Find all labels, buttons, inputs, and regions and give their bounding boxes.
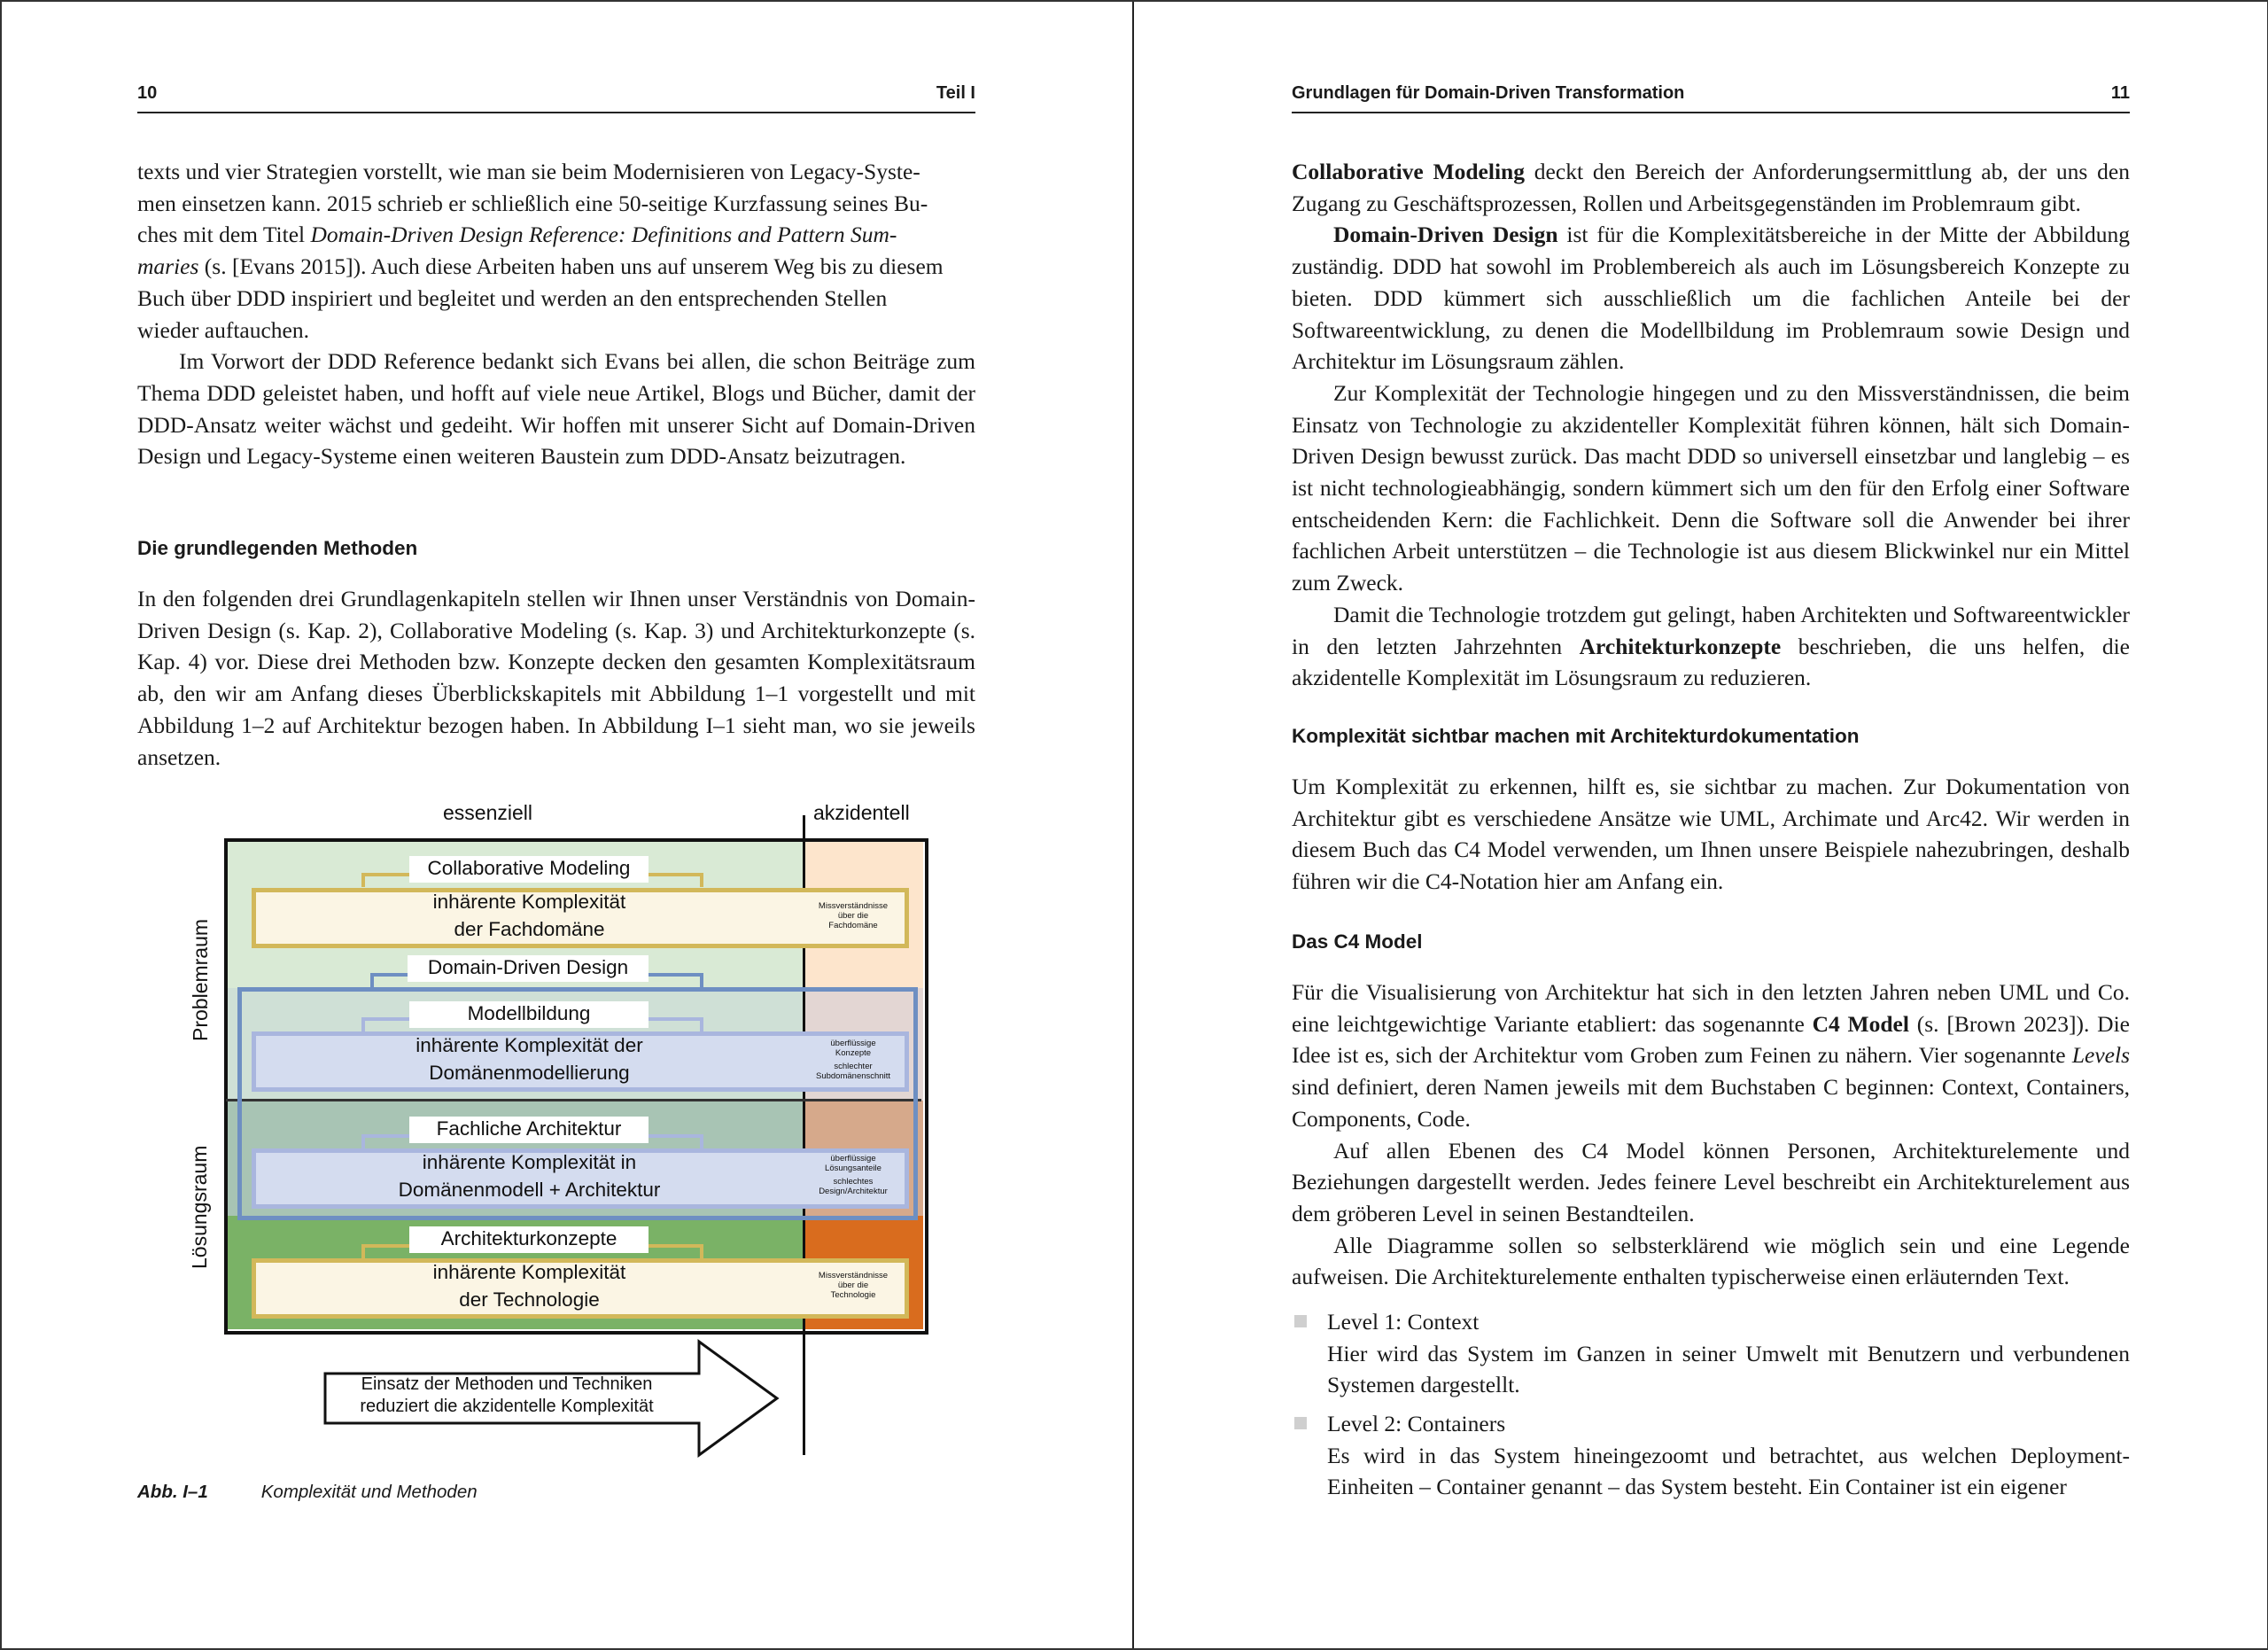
box-line: der Technologie bbox=[459, 1288, 600, 1311]
arch-side-note bbox=[809, 1271, 897, 1300]
box-line: inhärente Komplexität der bbox=[416, 1034, 643, 1056]
paragraph-technology: Zur Komplexität der Technologie hingegen und zu den Missverständnissen, die beim Einsatz von Technologie zu akzidenteller Komplexität führen können, hält sich Domain-Driven Design bewusst zurück. Das macht DDD so universell einsetzbar und langlebig – es ist nicht technologieabhängig, sondern kümmert sich um den für den Erfolg einer Software entscheidenden Kern: die Fachlichkeit. Denn die Software soll die Anwender bei ihrer fachlichen Arbeit unterstützen – die Technologie ist aus diesem Blickwinkel nur ein Mittel zum Zweck. bbox=[1292, 379, 2130, 596]
box-line: der Fachdomäne bbox=[454, 918, 605, 940]
term-arch-concepts: Architekturkonzepte bbox=[1579, 633, 1782, 659]
text-line: Buch über DDD inspiriert und begleitet und werden an den entsprechenden Stellen bbox=[137, 284, 888, 311]
collab-label: Collaborative Modeling bbox=[409, 856, 649, 883]
ddd-label: Domain-Driven Design bbox=[408, 955, 649, 982]
column-label-essential: essenziell bbox=[443, 801, 532, 824]
paragraph-vorwort: Im Vorwort der DDD Reference bedankt sich Evans bei allen, die schon Beiträge zum Thema DDD geleistet haben, und hofft auf viele neue Artikel, Blogs und Bücher, damit der DDD-Ansatz weiter wächst und gedeiht. Wir hoffen mit unserer Sicht auf Domain-Driven Design und Legacy-Systeme einen weiteren Baustein zum DDD-Ansatz beizutragen. bbox=[137, 348, 975, 470]
box-line: Domänenmodellierung bbox=[429, 1062, 630, 1084]
arrow-line: Einsatz der Methoden und Techniken bbox=[361, 1374, 653, 1394]
term-levels: Levels bbox=[2071, 1042, 2130, 1069]
note-line: über die bbox=[837, 911, 869, 921]
section-heading-c4: Das C4 Model bbox=[1292, 930, 1423, 953]
figure-caption bbox=[137, 1482, 478, 1503]
note-line: Missverständnisse bbox=[818, 1271, 889, 1280]
page-number: 11 bbox=[2110, 83, 2130, 103]
figure-complexity-methods bbox=[0, 0, 1132, 1506]
right-page bbox=[1135, 0, 2268, 1650]
book-title: Domain-Driven Design Reference: Definitions and Pattern Sum- bbox=[310, 222, 897, 248]
arch-label: Architekturkonzepte bbox=[409, 1226, 649, 1253]
paragraph-text: Für die Visualisierung von Architektur hat sich in den letzten Jahren neben UML und Co. eine leichtgewichtige Variante etabliert: das sogenannte bbox=[1292, 979, 2130, 1037]
note-line: Lösungsanteile bbox=[825, 1164, 882, 1173]
right-main-text bbox=[1292, 156, 2130, 694]
note-line: Missverständnisse bbox=[818, 901, 889, 911]
note-line: Design/Architektur bbox=[819, 1187, 888, 1196]
term-c4: C4 Model bbox=[1812, 1010, 1909, 1037]
note-line: Technologie bbox=[830, 1290, 876, 1300]
book-title-cont: maries bbox=[137, 253, 199, 280]
column-label-accidental: akzidentell bbox=[813, 801, 910, 824]
paragraph-levels: Auf allen Ebenen des C4 Model können Personen, Architekturelemente und Beziehungen dargestellt werden. Jedes feinere Level beschreibt ein Architekturelement aus dem gröberen Level in seinen Bestandteilen. bbox=[1292, 1137, 2130, 1226]
fach-side-note bbox=[809, 1154, 897, 1196]
note-line: Konzepte bbox=[835, 1048, 872, 1058]
paragraph-text: beschrieben, die uns helfen, die akzidentelle Komplexität im Lösungsraum zu reduzieren. bbox=[1292, 633, 2131, 691]
term-collab: Collaborative Modeling bbox=[1292, 159, 1525, 184]
list-bullet bbox=[1294, 1417, 1307, 1429]
figure-number: Abb. I–1 bbox=[137, 1482, 208, 1502]
paragraph-arch-concepts bbox=[1292, 599, 2130, 694]
text-line: texts und vier Strategien vorstellt, wie man sie beim Modernisieren von Legacy-Syste- bbox=[137, 159, 920, 184]
list-item-text: Hier wird das System im Ganzen in seiner Umwelt mit Benutzern und verbundenen Systemen dargestellt. bbox=[1327, 1340, 2130, 1398]
paragraph-text: deckt den Bereich der Anforderungsermittlung ab, der uns den Zugang zu Geschäftsprozessen, Rollen und Arbeitsgegenständen im Problemraum gibt. bbox=[1292, 159, 2131, 216]
paragraph-c4-intro bbox=[1292, 977, 2130, 1135]
text-line: men einsetzen kann. 2015 schrieb er schließlich eine 50-seitige Kurzfassung seines Bu- bbox=[137, 190, 928, 216]
arrow-text bbox=[330, 1374, 684, 1418]
section-heading: Die grundlegenden Methoden bbox=[137, 537, 418, 559]
row-label-problem: Problemraum bbox=[189, 918, 212, 1041]
box-line: inhärente Komplexität in bbox=[422, 1151, 637, 1173]
part-title: Teil I bbox=[936, 83, 975, 103]
row-label-solution: Lösungsraum bbox=[188, 1145, 211, 1269]
box-line: Domänenmodell + Architektur bbox=[398, 1179, 661, 1201]
page-number: 10 bbox=[137, 83, 158, 103]
text-run: ches mit dem Titel bbox=[137, 222, 311, 248]
model-label: Modellbildung bbox=[409, 1001, 649, 1028]
figure-title: Komplexität und Methoden bbox=[260, 1482, 478, 1502]
paragraph-ddd bbox=[1292, 219, 2130, 377]
model-side-note bbox=[809, 1039, 897, 1081]
paragraph-text: Damit die Technologie trotzdem gut gelingt, haben Architekten und Softwareentwickler in den letzten Jahrzehnten bbox=[1292, 601, 2130, 659]
chapter-title: Grundlagen für Domain-Driven Transformation bbox=[1292, 83, 1685, 103]
collab-box-text bbox=[257, 888, 802, 943]
paragraph-diagrams: Alle Diagramme sollen so selbsterklärend wie möglich sein und eine Legende aufweisen. Die Architekturelemente enthalten typischerweise einen erläuternden Text. bbox=[1292, 1232, 2130, 1290]
note-line: über die bbox=[837, 1280, 869, 1290]
paragraph-text: sind definiert, deren Namen jeweils mit dem Buchstaben C beginnen: Context, Containers, Components, Code. bbox=[1292, 1074, 2130, 1132]
paragraph-text: Um Komplexität zu erkennen, hilft es, sie sichtbar zu machen. Zur Dokumentation von Architektur gibt es verschiedene Ansätze wie UML, Archimate und Arc42. Wir werden in diesem Buch das C4 Model verwenden, um Ihnen unsere Beispiele nahezubringen, deshalb führen wir die C4-Notation hier am Anfang ein. bbox=[1292, 774, 2130, 895]
model-box-text bbox=[257, 1031, 802, 1086]
list-item-title: Level 2: Containers bbox=[1327, 1411, 1506, 1436]
fach-box-text bbox=[257, 1148, 802, 1203]
text-run: (s. [Evans 2015]). Auch diese Arbeiten haben uns auf unserem Weg bis zu diesem bbox=[198, 253, 944, 280]
list-item-containers bbox=[1327, 1408, 2130, 1503]
paragraph-documentation bbox=[1292, 771, 2130, 898]
list-item-text: Es wird in das System hineingezoomt und betrachtet, aus welchen Deployment-Einheiten – Container genannt – das System besteht. Ein Container ist ein eigener bbox=[1327, 1442, 2130, 1500]
running-head-right bbox=[1292, 78, 2130, 113]
collab-side-note bbox=[809, 901, 897, 930]
text-line: wieder auftauchen. bbox=[137, 316, 309, 343]
list-item-context bbox=[1327, 1306, 2130, 1401]
paragraph-text: ist für die Komplexitätsbereiche in der Mitte der Abbildung zuständig. DDD hat sowohl im Problembereich als auch im Lösungsbereich Konzepte zu bieten. DDD kümmert sich ausschließlich um die fachlichen Anteile bei der Softwareentwicklung, zu denen die Modellbildung im Problemraum sowie Design und Architektur im Lösungsraum zählen. bbox=[1292, 222, 2130, 375]
note-line: Fachdomäne bbox=[828, 921, 878, 930]
note-line: Subdomänenschnitt bbox=[816, 1071, 890, 1081]
arrow-line: reduziert die akzidentelle Komplexität bbox=[360, 1397, 654, 1416]
paragraph-text: In den folgenden drei Grundlagenkapiteln stellen wir Ihnen unser Verständnis von Domain-Driven Design (s. Kap. 2), Collaborative Modeling (s. Kap. 3) und Architekturkonzepte (s. Kap. 4) vor. Diese drei Methoden bzw. Konzepte decken den gesamten Komplexitätsraum ab, den wir am Anfang dieses Überblickskapitels mit Abbildung 1–1 vorgestellt und mit Abbildung 1–2 auf Architektur bezogen haben. In Abbildung I–1 sieht man, wo sie jeweils ansetzen. bbox=[137, 586, 975, 770]
paragraph-text: (s. [Brown 2023]). Die Idee ist es, sich der Architektur vom Groben zum Feinen zu nähern. Vier sogenannte bbox=[1292, 1010, 2131, 1069]
c4-text bbox=[1292, 977, 2130, 1293]
note-line: überflüssige bbox=[830, 1039, 876, 1048]
paragraph-collab bbox=[1292, 156, 2130, 219]
note-line: schlechtes bbox=[833, 1177, 874, 1187]
note-line: überflüssige bbox=[830, 1154, 876, 1164]
section-heading-doc: Komplexität sichtbar machen mit Architekturdokumentation bbox=[1292, 725, 1860, 747]
fach-label: Fachliche Architektur bbox=[409, 1117, 649, 1143]
box-line: inhärente Komplexität bbox=[432, 891, 626, 913]
list-item-title: Level 1: Context bbox=[1327, 1309, 1480, 1335]
list-bullet bbox=[1294, 1315, 1307, 1327]
box-line: inhärente Komplexität bbox=[432, 1261, 626, 1283]
term-ddd: Domain-Driven Design bbox=[1333, 222, 1558, 248]
arch-box-text bbox=[257, 1258, 802, 1313]
note-line: schlechter bbox=[834, 1062, 873, 1071]
